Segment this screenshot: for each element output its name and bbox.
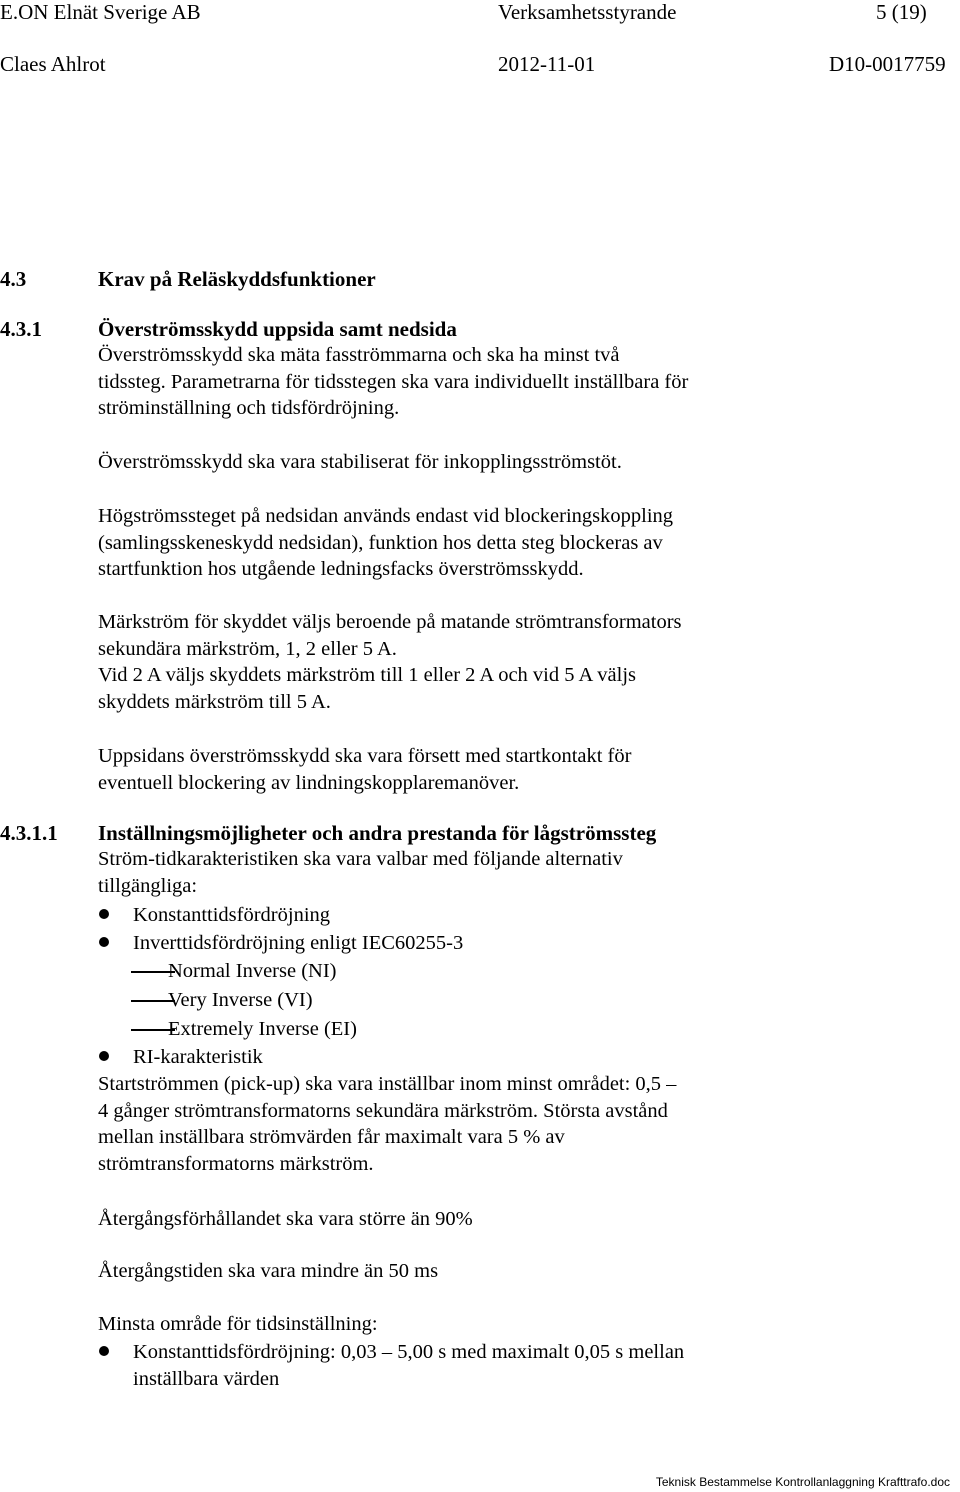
header-page-number: 5 (19) [876, 0, 927, 24]
list-item-text: inställbara värden [133, 1368, 280, 1390]
sub-list-item [0, 987, 960, 1013]
bullet-icon [99, 1051, 109, 1061]
text-line: tillgängliga: [98, 874, 198, 897]
header-department: Verksamhetsstyrande [498, 0, 677, 24]
paragraph-reset-time [98, 1258, 438, 1285]
text-line: Ström-tidkarakteristiken ska vara valbar med följande alternativ [98, 848, 623, 870]
text-line: mellan inställbara strömvärden får maximalt vara 5 % av [98, 1126, 565, 1149]
text-line: Startströmmen (pick-up) ska vara inställbar inom minst området: 0,5 – [98, 1073, 677, 1095]
text-line: ströminställning och tidsfördröjning. [98, 397, 400, 420]
list-item-text: Normal Inverse (NI) [168, 960, 337, 982]
text-line: sekundära märkström, 1, 2 eller 5 A. [98, 637, 397, 660]
paragraph-stabilisation [98, 449, 622, 476]
sub-list-item [0, 958, 960, 984]
header-date: 2012-11-01 [498, 52, 596, 76]
text-line: Vid 2 A väljs skyddets märkström till 1 eller 2 A och vid 5 A väljs [98, 664, 637, 687]
text-line: skyddets märkström till 5 A. [98, 690, 331, 713]
header-company: E.ON Elnät Sverige AB [0, 0, 201, 24]
text-line: Märkström för skyddet väljs beroende på matande strömtransformators [98, 611, 682, 633]
paragraph-high-current-stage [98, 503, 673, 583]
list-item [0, 930, 960, 956]
list-item [0, 902, 960, 928]
paragraph-measurement [98, 342, 688, 422]
subsubsection-number: 4.3.1.1 [0, 821, 58, 845]
text-line: 4 gånger strömtransformatorns sekundära märkström. Största avstånd [98, 1099, 668, 1122]
paragraph-pickup-current [98, 1071, 676, 1177]
paragraph-reset-ratio [98, 1206, 473, 1233]
text-line: eventuell blockering av lindningskopplaremanöver. [98, 771, 520, 794]
text-line: strömtransformatorns märkström. [98, 1152, 374, 1175]
list-item [0, 1339, 960, 1393]
subsection-title: Överströmsskydd uppsida samt nedsida [98, 317, 457, 341]
bullet-icon [99, 937, 109, 947]
header-document-id: D10-0017759 [829, 52, 946, 76]
text-line: Överströmsskydd ska vara stabiliserat för inkopplingsströmstöt. [98, 451, 622, 473]
text-line: Högströmssteget på nedsidan används endast vid blockeringskoppling [98, 505, 674, 527]
paragraph-start-contact [98, 743, 631, 796]
list-item-text: Extremely Inverse (EI) [168, 1018, 357, 1040]
text-line: startfunktion hos utgående ledningsfacks överströmsskydd. [98, 558, 584, 581]
paragraph-min-range [98, 1311, 378, 1338]
bullet-icon [99, 1346, 109, 1356]
text-line: Minsta område för tidsinställning: [98, 1313, 378, 1335]
list-item-text: Konstanttidsfördröjning: 0,03 – 5,00 s med maximalt 0,05 s mellan [133, 1341, 685, 1363]
sub-list-item [0, 1016, 960, 1042]
text-line: (samlingsskeneskydd nedsidan), funktion hos detta steg blockeras av [98, 531, 663, 554]
list-item-text: Very Inverse (VI) [168, 989, 313, 1011]
text-line: tidssteg. Parametrarna för tidsstegen ska vara individuellt inställbara för [98, 370, 689, 393]
text-line: Återgångsförhållandet ska vara större än 90% [98, 1208, 473, 1230]
text-line: Överströmsskydd ska mäta fasströmmarna och ska ha minst två [98, 344, 620, 366]
subsubsection-title: Inställningsmöjligheter och andra prestanda för lågströmssteg [98, 821, 657, 845]
footer-filename: Teknisk Bestammelse Kontrollanlaggning Krafttrafo.doc [655, 1475, 950, 1489]
bullet-icon [99, 909, 109, 919]
paragraph-intro [98, 846, 623, 899]
header-author: Claes Ahlrot [0, 52, 106, 76]
list-item-text: Inverttidsfördröjning enligt IEC60255-3 [133, 932, 464, 954]
list-item [0, 1044, 960, 1070]
paragraph-rated-current [98, 609, 682, 715]
section-number: 4.3 [0, 267, 27, 291]
list-item-text: RI-karakteristik [133, 1046, 263, 1068]
text-line: Återgångstiden ska vara mindre än 50 ms [98, 1260, 439, 1282]
list-item-text: Konstanttidsfördröjning [133, 904, 331, 926]
subsection-number: 4.3.1 [0, 317, 42, 341]
section-title: Krav på Reläskyddsfunktioner [98, 267, 376, 291]
text-line: Uppsidans överströmsskydd ska vara försett med startkontakt för [98, 745, 632, 767]
